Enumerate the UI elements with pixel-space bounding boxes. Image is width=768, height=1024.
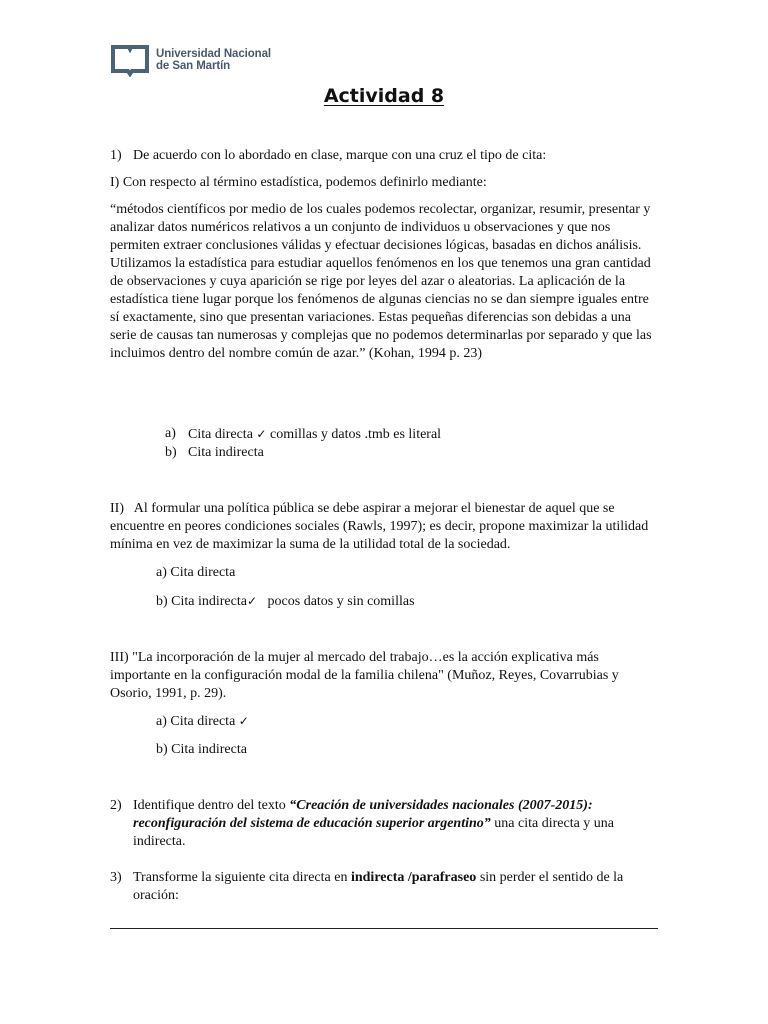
- question-3: [110, 869, 658, 905]
- part-2-option-b-note: pocos datos y sin comillas: [267, 594, 415, 609]
- question-1-number: 1): [110, 148, 122, 163]
- question-2-post: una cita directa y una indirecta.: [133, 816, 615, 849]
- part-3-option-a: [110, 712, 658, 731]
- question-2: [110, 797, 658, 851]
- option-a-letter: a): [165, 426, 176, 441]
- question-3-post: sin perder el sentido de la oración:: [133, 870, 624, 903]
- part-3-option-a-label: a) Cita directa: [156, 714, 236, 729]
- question-2-pre: Identifique dentro del texto: [133, 798, 290, 813]
- part-1-intro: I) Con respecto al término estadística, podemos definirlo mediante:: [110, 175, 487, 190]
- question-1: [110, 147, 658, 165]
- checkmark-icon: ✓: [238, 714, 249, 728]
- logo-text: [156, 48, 271, 72]
- option-b-letter: b): [165, 445, 177, 460]
- option-b-label: Cita indirecta: [188, 445, 264, 460]
- book-logo-icon: [110, 43, 150, 77]
- part-2-option-b: [110, 592, 658, 611]
- question-1-prompt: De acuerdo con lo abordado en clase, marque con una cruz el tipo de cita:: [133, 148, 547, 163]
- checkmark-icon: ✓: [256, 427, 267, 441]
- part-2-option-b-label: b) Cita indirecta: [156, 594, 247, 609]
- question-2-text: [133, 797, 658, 851]
- logo-line-1: Universidad Nacional: [156, 48, 271, 60]
- option-a-note: comillas y datos .tmb es literal: [269, 427, 442, 442]
- part-2-label: II): [110, 501, 124, 516]
- page-divider: [110, 928, 658, 929]
- part-2-text: [110, 500, 658, 554]
- part-2-body: Al formular una política pública se debe aspirar a mejorar el bienestar de aquel que se encuentre en peores condiciones sociales (Rawls, 1997); es decir, propone maximizar la utilidad mínima en vez de maximizar la suma de la utilidad total de la sociedad.: [110, 501, 649, 552]
- question-3-pre: Transforme la siguiente cita directa en: [133, 870, 351, 885]
- checkmark-icon: ✓: [246, 594, 258, 608]
- question-3-bold: indirecta /parafraseo: [350, 870, 477, 885]
- part-2-option-a: a) Cita directa: [156, 565, 236, 580]
- document-body: [110, 147, 658, 905]
- part-1-option-a: [165, 425, 658, 444]
- part-3-option-b: b) Cita indirecta: [156, 742, 247, 757]
- option-a-label: Cita directa: [188, 427, 253, 442]
- university-logo: [110, 43, 271, 77]
- question-2-title: “Creación de universidades nacionales (2007-2015): reconfiguración del sistema de educación superior argentino”: [133, 798, 593, 831]
- part-3-text: III) "La incorporación de la mujer al mercado del trabajo…es la acción explicativa más importante en la configuración modal de la familia chilena" (Muñoz, Reyes, Covarrubias y Osorio, 1991, p. 29).: [110, 650, 619, 701]
- question-3-text: [133, 869, 658, 905]
- page-title: Actividad 8: [323, 85, 445, 107]
- logo-line-2: de San Martín: [156, 60, 231, 72]
- part-1-quote: “métodos científicos por medio de los cuales podemos recolectar, organizar, resumir, presentar y analizar datos numéricos relativos a un conjunto de individuos u observaciones y que nos permiten extraer conclusiones válidas y efectuar decisiones lógicas, basadas en dichos análisis. Utilizamos la estadística para estudiar aquellos fenómenos en los que tenemos una gran cantidad de observaciones y cuya aparición se rige por leyes del azar o aleatorias. La aplicación de la estadística tiene lugar porque los fenómenos de algunas ciencias no se dan siempre iguales entre sí exactamente, sino que presentan variaciones. Estas pequeñas diferencias son debidas a una serie de causas tan numerosas y complejas que no podemos determinarlas por separado y que las incluimos dentro del nombre común de azar.” (Kohan, 1994 p. 23): [110, 202, 652, 361]
- question-3-number: 3): [110, 870, 122, 885]
- question-2-number: 2): [110, 798, 122, 813]
- part-1-option-b: [165, 444, 658, 462]
- part-1-options: [110, 425, 658, 462]
